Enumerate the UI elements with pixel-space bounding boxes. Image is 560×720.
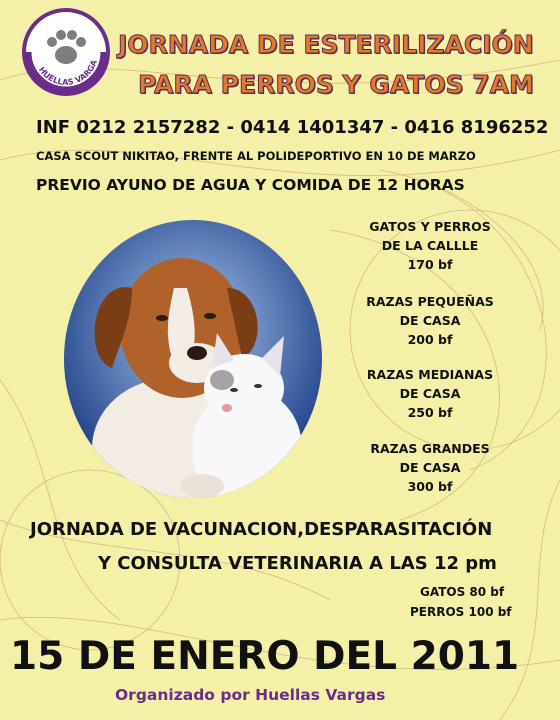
price-small-value: 200 bf bbox=[407, 332, 453, 347]
price-medium-value: 250 bf bbox=[407, 405, 453, 420]
price-small-line2: DE CASA bbox=[399, 313, 461, 328]
phone-numbers: INF 0212 2157282 - 0414 1401347 - 0416 8196252 bbox=[36, 117, 549, 138]
logo bbox=[22, 8, 110, 96]
logo-text: HUELLAS VARGA bbox=[36, 58, 99, 87]
price-medium-line1: RAZAS MEDIANAS bbox=[366, 367, 494, 382]
price-small-line1: RAZAS PEQUEÑAS bbox=[366, 294, 494, 309]
price-large-line1: RAZAS GRANDES bbox=[370, 441, 490, 456]
price-street-line1: GATOS Y PERROS bbox=[369, 219, 491, 234]
event-date: 15 DE ENERO DEL 2011 bbox=[10, 634, 520, 679]
vaccination-line-1: JORNADA DE VACUNACION,DESPARASITACIÓN bbox=[30, 519, 493, 540]
title-line-2: PARA PERROS Y GATOS 7AM bbox=[138, 70, 534, 99]
location: CASA SCOUT NIKITAO, FRENTE AL POLIDEPORTIVO EN 10 DE MARZO bbox=[36, 149, 476, 163]
vaccination-dogs-price: PERROS 100 bf bbox=[410, 605, 512, 619]
title-line-1: JORNADA DE ESTERILIZACIÓN bbox=[118, 30, 534, 59]
price-street-line2: DE LA CALLLE bbox=[381, 238, 479, 253]
price-street-value: 170 bf bbox=[407, 257, 453, 272]
organizer: Organizado por Huellas Vargas bbox=[115, 686, 386, 704]
price-large-line2: DE CASA bbox=[399, 460, 461, 475]
vaccination-line-2: Y CONSULTA VETERINARIA A LAS 12 pm bbox=[98, 553, 497, 574]
puppy-kitten-photo bbox=[62, 218, 324, 500]
vaccination-cats-price: GATOS 80 bf bbox=[420, 585, 505, 599]
price-medium-line2: DE CASA bbox=[399, 386, 461, 401]
fasting-notice: PREVIO AYUNO DE AGUA Y COMIDA DE 12 HORAS bbox=[36, 176, 465, 194]
price-large-value: 300 bf bbox=[407, 479, 453, 494]
